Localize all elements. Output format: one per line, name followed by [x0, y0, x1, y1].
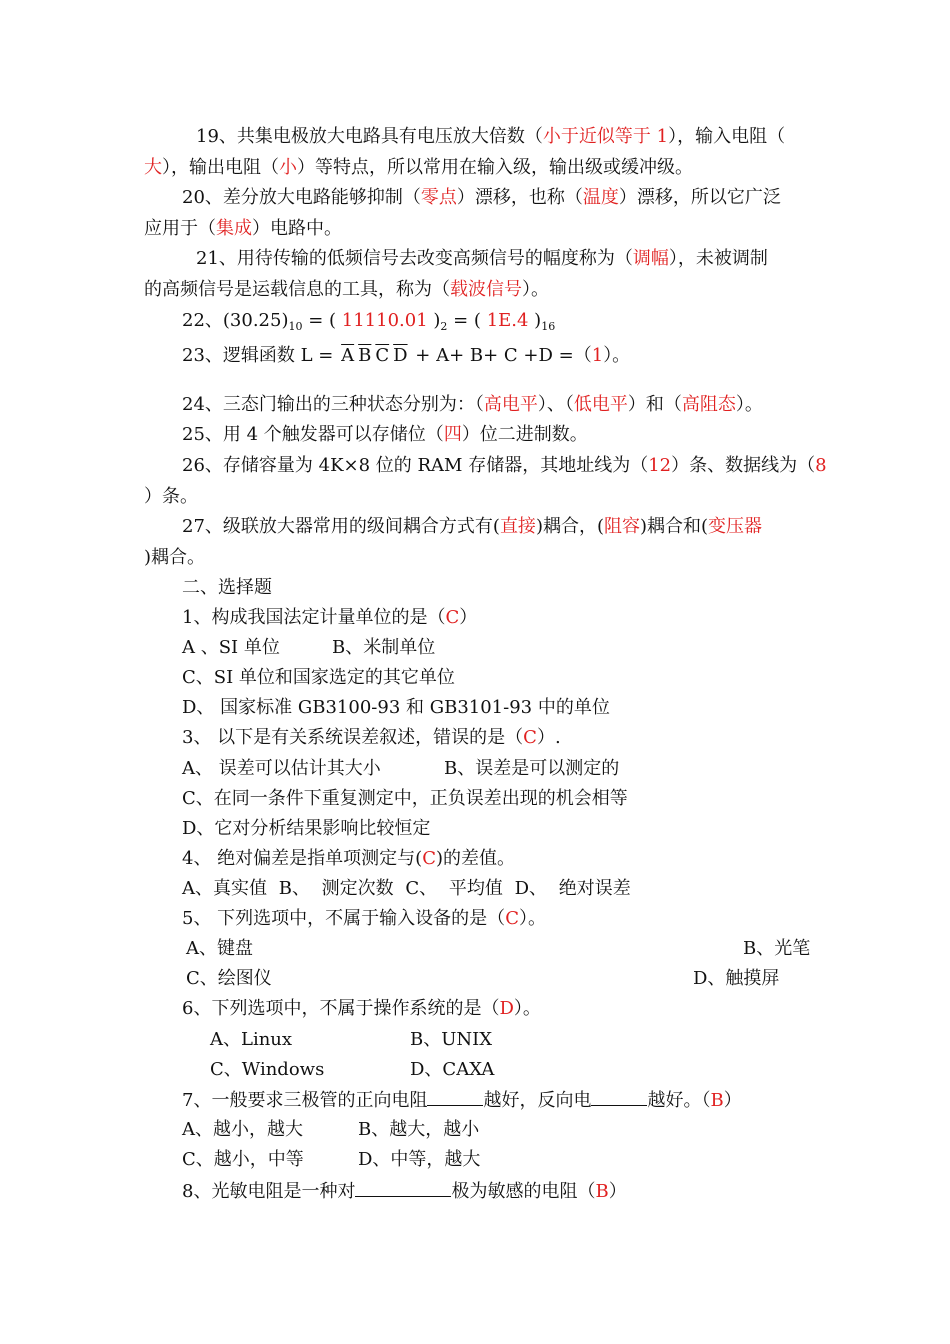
c6-question [182, 998, 541, 1020]
q22-answer-2: 1E.4 [486, 310, 529, 331]
c5-option-b: B、光笔 [743, 938, 811, 959]
q22-text: = ( [447, 310, 487, 331]
c7-text: 7、一般要求三极管的正向电阻 [182, 1090, 428, 1111]
c1-text: ） [459, 607, 478, 628]
q20-text: ）漂移，所以它广泛 [618, 187, 781, 208]
q24-answer-1: 高电平 [483, 394, 538, 415]
q22-subscript: 16 [541, 320, 556, 333]
q20-answer-3: 集成 [216, 218, 252, 239]
c7-blank-2 [591, 1089, 647, 1106]
c8-text: 极为敏感的电阻（ [451, 1181, 596, 1202]
c5-option-a: A、键盘 [186, 938, 253, 959]
q24-answer-2: 低电平 [573, 394, 628, 415]
c5-answer: C [505, 908, 519, 929]
c8-text: 8、光敏电阻是一种对 [182, 1181, 356, 1202]
q20-text: ）漂移，也称（ [456, 187, 583, 208]
q23-var-b-bar: $\overline{B}$ [358, 345, 372, 366]
q27-text: )耦合，( [535, 516, 604, 537]
q20-line1 [182, 187, 781, 209]
c6-option-a: A、Linux [210, 1029, 293, 1050]
q23-text: ）。 [603, 345, 631, 366]
c8-text: ） [608, 1181, 627, 1202]
q20-answer-2: 温度 [582, 187, 619, 208]
c5-option-c: C、绘图仪 [186, 968, 272, 989]
q21-text: ），未被调制 [668, 248, 768, 269]
q20-text: 20、差分放大电路能够抑制（ [182, 187, 421, 208]
q26-line1 [182, 455, 827, 477]
c7-option-c: C、越小，中等 [182, 1149, 304, 1170]
c3-option-c: C、在同一条件下重复测定中，正负误差出现的机会相等 [182, 788, 628, 809]
q23-var-a-bar: $\overline{A}$ [341, 345, 355, 366]
c7-text: 越好，反向电 [483, 1090, 592, 1111]
q21-line2 [144, 279, 549, 301]
q26-text: 26、存储容量为 4K×8 位的 RAM 存储器，其地址线为（ [182, 455, 649, 476]
c7-option-a: A、越小，越大 [182, 1119, 303, 1140]
q25-answer: 四 [443, 424, 462, 445]
q27-text: )耦合和( [639, 516, 709, 537]
c4-text: 4、 绝对偏差是指单项测定与( [182, 848, 423, 869]
q27-text: )耦合。 [144, 547, 206, 568]
c8-answer: B [595, 1181, 609, 1202]
q27-text: 27、级联放大器常用的级间耦合方式有( [182, 516, 500, 537]
q24-answer-3: 高阻态 [681, 394, 736, 415]
q19-answer-2: 大 [144, 157, 162, 178]
q26-text: ）条、数据线为（ [671, 455, 816, 476]
q27-answer-3: 变压器 [708, 516, 763, 537]
c7-text: 越好。（ [647, 1090, 711, 1111]
c5-text: ）。 [518, 908, 546, 929]
c5-option-d: D、触摸屏 [693, 968, 780, 989]
c4-options: A、真实值 B、 测定次数 C、 平均值 D、 绝对误差 [182, 878, 631, 899]
c1-option-b: B、米制单位 [332, 637, 436, 658]
c1-question [182, 607, 477, 629]
q22-text: ) [427, 310, 441, 331]
q21-answer-1: 调幅 [632, 248, 669, 269]
c4-question [182, 848, 515, 870]
q25-text: ）位二进制数。 [461, 424, 588, 445]
q19-answer-1: 小于近似等于 1 [542, 126, 669, 147]
q27-line2 [144, 547, 205, 569]
q26-answer-1: 12 [648, 455, 672, 476]
c7-text: ） [723, 1090, 742, 1111]
c6-answer: D [499, 998, 514, 1019]
q23-text: + A+ B+ C +D =（ [409, 345, 592, 366]
q21-text: 21、用待传输的低频信号去改变高频信号的幅度称为（ [196, 248, 633, 269]
q19-answer-3: 小 [279, 157, 297, 178]
c1-text: 1、构成我国法定计量单位的是（ [182, 607, 446, 628]
q22-text: 22、(30.25) [182, 310, 289, 331]
q22-line [182, 310, 555, 334]
q19-text: ），输出电阻（ [162, 157, 279, 178]
q20-text: 应用于（ [144, 218, 216, 239]
q26-line2 [144, 486, 198, 508]
c7-option-b: B、越大，越小 [358, 1119, 480, 1140]
q25-line [182, 424, 588, 446]
q21-text: 的高频信号是运载信息的工具，称为（ [144, 279, 450, 300]
c1-option-a: A 、SI 单位 [182, 637, 280, 658]
q19-text: 19、共集电极放大电路具有电压放大倍数（ [196, 126, 543, 147]
q19-text: ）等特点，所以常用在输入级，输出级或缓冲级。 [297, 157, 693, 178]
q22-answer-1: 11110.01 [341, 310, 428, 331]
c8-question [182, 1180, 627, 1203]
q26-text: ）条。 [144, 486, 198, 507]
c6-option-d: D、CAXA [410, 1059, 495, 1080]
c6-text: ）。 [513, 998, 541, 1019]
q27-line1 [182, 516, 762, 538]
q21-answer-2: 载波信号 [450, 279, 522, 300]
q21-text: ）。 [522, 279, 549, 300]
q22-text: = ( [302, 310, 342, 331]
c1-option-d: D、 国家标准 GB3100-93 和 GB3101-93 中的单位 [182, 697, 610, 718]
c3-option-b: B、误差是可以测定的 [444, 758, 620, 779]
c4-answer: C [422, 848, 436, 869]
c5-text: 5、 下列选项中，不属于输入设备的是（ [182, 908, 506, 929]
c1-answer: C [445, 607, 460, 628]
c3-text: 3、 以下是有关系统误差叙述，错误的是（ [182, 727, 524, 748]
c4-text: )的差值。 [435, 848, 516, 869]
q19-text: ），输入电阻（ [668, 126, 786, 147]
q26-answer-2: 8 [815, 455, 827, 476]
c3-text: ）. [536, 727, 561, 748]
c8-blank [355, 1180, 451, 1197]
c1-option-c: C、SI 单位和国家选定的其它单位 [182, 667, 455, 688]
q24-line [182, 394, 763, 416]
c3-option-d: D、它对分析结果影响比较恒定 [182, 818, 431, 839]
q22-text: ) [528, 310, 542, 331]
q19-line1 [196, 126, 785, 148]
q23-text: 23、逻辑函数 L = [182, 345, 340, 366]
c7-blank-1 [427, 1089, 483, 1106]
q23-var-c-bar: $\overline{C}$ [375, 345, 390, 366]
c3-option-a: A、 误差可以估计其大小 [182, 758, 381, 779]
q27-answer-1: 直接 [499, 516, 536, 537]
q22-subscript: 2 [440, 320, 448, 333]
c7-option-d: D、中等，越大 [358, 1149, 481, 1170]
q23-var-d-bar: $\overline{D}$ [393, 345, 408, 366]
q21-line1 [196, 248, 768, 270]
q20-line2 [144, 218, 342, 240]
q27-answer-2: 阻容 [603, 516, 640, 537]
q20-text: ）电路中。 [252, 218, 342, 239]
q25-text: 25、用 4 个触发器可以存储位（ [182, 424, 444, 445]
q24-text: ）和（ [627, 394, 682, 415]
c6-text: 6、下列选项中，不属于操作系统的是（ [182, 998, 500, 1019]
section-heading: 二、选择题 [182, 577, 272, 598]
c7-answer: B [710, 1090, 724, 1111]
q22-subscript: 10 [288, 320, 303, 333]
q24-text: ）、（ [537, 394, 574, 415]
q19-line2 [144, 157, 693, 179]
q20-answer-1: 零点 [420, 187, 457, 208]
c3-answer: C [523, 727, 537, 748]
c3-question [182, 727, 561, 749]
q24-text: 24、三态门输出的三种状态分别为：（ [182, 394, 484, 415]
c6-option-c: C、Windows [210, 1059, 325, 1080]
q23-line [182, 345, 630, 367]
c5-question [182, 908, 546, 930]
q24-text: ）。 [735, 394, 763, 415]
c7-question [182, 1089, 742, 1112]
q23-answer: 1 [591, 345, 604, 366]
c6-option-b: B、UNIX [410, 1029, 493, 1050]
